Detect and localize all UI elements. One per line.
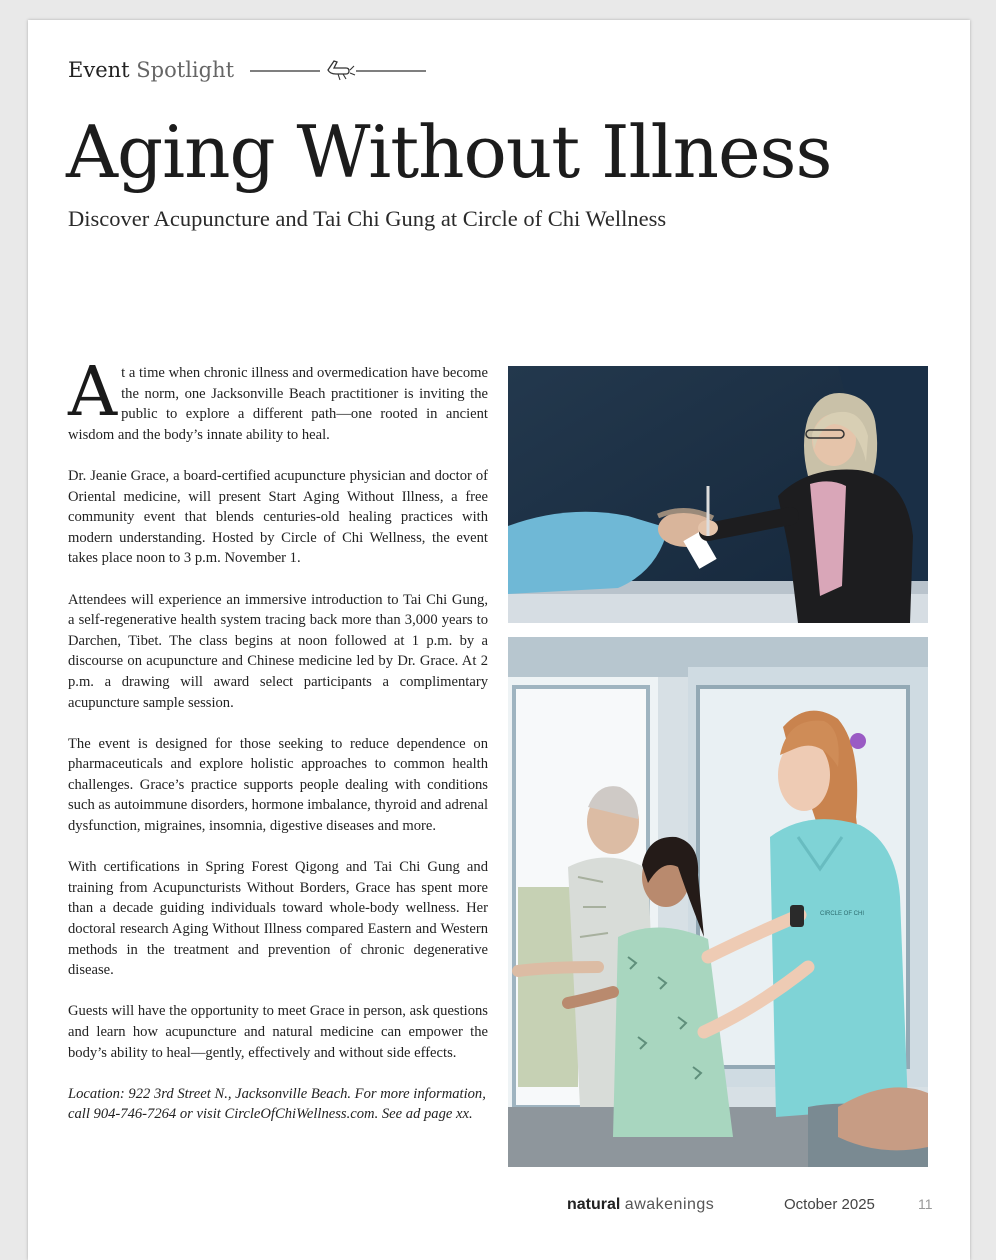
paragraph-2: Dr. Jeanie Grace, a board-certified acupuncture physician and doctor of Oriental medicine, will present Start Aging Without Illness, a free community event that blends centuries-old healing practices with modern understanding. Hosted by Circle of Chi Wellness, the event takes place noon to 3 p.m. November 1. <box>68 467 488 567</box>
article-subtitle: Discover Acupuncture and Tai Chi Gung at Circle of Chi Wellness <box>68 206 667 231</box>
article-body <box>68 353 488 1146</box>
paragraph-5: With certifications in Spring Forest Qigong and Tai Chi Gung and training from Acupuncturists Without Borders, Grace has spent more than a decade guiding individuals toward whole-body wellness. Her doctoral research Aging Without Illness compared Eastern and Western methods in the treatment and prevention of chronic degenerative disease. <box>68 859 488 979</box>
section-kicker <box>68 58 234 82</box>
brand-awakenings: awakenings <box>624 1196 715 1213</box>
event-location: Location: 922 3rd Street N., Jacksonville Beach. For more information, call 904-746-7264 or visit CircleOfChiWellness.com. See ad page xx. <box>68 1085 486 1123</box>
issue-date: October 2025 <box>784 1196 875 1213</box>
shirt-logo-text: CIRCLE OF CHI <box>820 911 865 917</box>
tai-chi-class-photo <box>508 637 928 1167</box>
paragraph-1 <box>68 353 488 445</box>
article-title: Aging Without Illness <box>66 110 832 194</box>
pointing-hand-icon <box>250 58 426 84</box>
acupuncture-photo <box>508 366 928 623</box>
footer-brand <box>567 1196 714 1214</box>
magazine-page <box>28 20 970 1260</box>
paragraph-1-text: t a time when chronic illness and overmedication have become the norm, one Jacksonville Beach practitioner is inviting the public to explore a different path—one rooted in ancient wisdom and the body’s innate ability to heal. <box>68 365 488 443</box>
paragraph-3: Attendees will experience an immersive introduction to Tai Chi Gung, a self-regenerative health system tracing back more than 3,000 years to Darchen, Tibet. The class begins at noon followed at 1 p.m. by a discourse on acupuncture and Chinese medicine led by Dr. Grace. At 2 p.m. a drawing will award select participants a complimentary acupuncture sample session. <box>68 591 488 711</box>
kicker-spotlight: Spotlight <box>136 58 235 82</box>
page-number: 11 <box>918 1196 933 1212</box>
brand-natural: natural <box>567 1196 621 1213</box>
paragraph-4: The event is designed for those seeking to reduce dependence on pharmaceuticals and explore holistic approaches to common health challenges. Grace’s practice supports people dealing with conditions such as autoimmune disorders, hormone imbalance, thyroid and adrenal dysfunction, migraines, insomnia, digestive diseases and more. <box>68 735 488 835</box>
paragraph-6: Guests will have the opportunity to meet Grace in person, ask questions and learn how acupuncture and natural medicine can empower the body’s ability to heal—gently, effectively and without side effects. <box>68 1003 488 1061</box>
drop-cap: A <box>68 353 118 432</box>
kicker-event: Event <box>68 58 130 82</box>
